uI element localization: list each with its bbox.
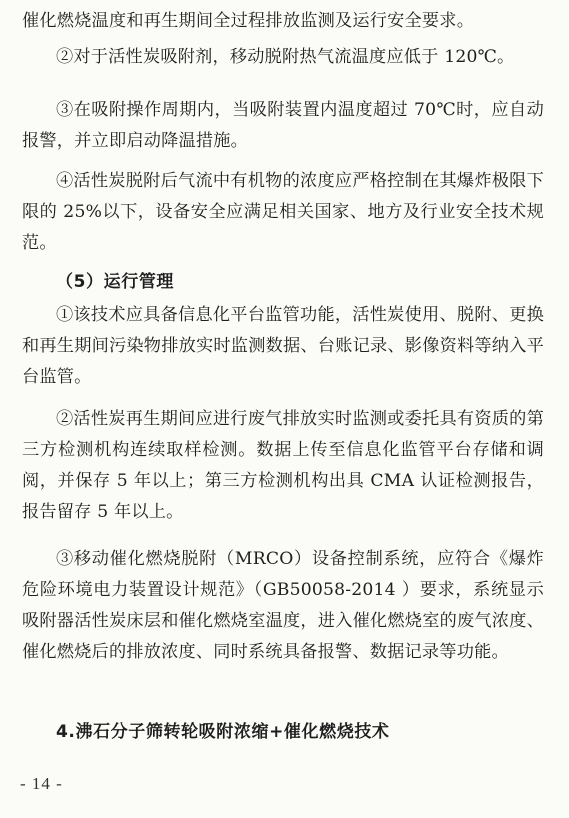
heading-text: 4.沸石分子筛转轮吸附浓缩+催化燃烧技术 <box>56 722 390 742</box>
paragraph-item-3b <box>22 544 544 668</box>
paragraph-text: ②活性炭再生期间应进行废气排放实时监测或委托具有资质的第三方检测机构连续取样检测。数据上传至信息化监管平台存储和调阅，并保存 5 年以上；第三方检测机构出具 CMA 认证检测报告，报告留存 5 年以上。 <box>22 409 544 522</box>
paragraph-text: ③移动催化燃烧脱附（MRCO）设备控制系统，应符合《爆炸危险环境电力装置设计规范》（GB50058-2014 ）要求，系统显示吸附器活性炭床层和催化燃烧室温度，进入催化燃烧室的废气浓度、催化燃烧后的排放浓度、同时系统具备报警、数据记录等功能。 <box>22 549 544 662</box>
paragraph-text: ③在吸附操作周期内，当吸附装置内温度超过 70℃时，应自动报警，并立即启动降温措施。 <box>22 100 544 151</box>
paragraph-item-2 <box>22 42 544 73</box>
paragraph-text: ①该技术应具备信息化平台监管功能，活性炭使用、脱附、更换和再生期间污染物排放实时监测数据、台账记录、影像资料等纳入平台监管。 <box>22 305 544 387</box>
paragraph-text: ④活性炭脱附后气流中有机物的浓度应严格控制在其爆炸极限下限的 25%以下，设备安全应满足相关国家、地方及行业安全技术规范。 <box>22 171 544 253</box>
paragraph-item-1 <box>22 300 544 393</box>
paragraph-item-3 <box>22 95 544 157</box>
heading-text: （5）运行管理 <box>56 272 175 292</box>
paragraph-item-2b <box>22 404 544 528</box>
section-heading-zeolite-rotor <box>22 717 544 748</box>
page-number: - 14 - <box>20 774 63 793</box>
paragraph-continuation <box>22 6 544 37</box>
paragraph-item-4 <box>22 166 544 259</box>
paragraph-text: ②对于活性炭吸附剂，移动脱附热气流温度应低于 120℃。 <box>56 47 515 67</box>
section-heading-operation-management <box>22 267 544 298</box>
paragraph-text: 催化燃烧温度和再生期间全过程排放监测及运行安全要求。 <box>22 11 475 31</box>
